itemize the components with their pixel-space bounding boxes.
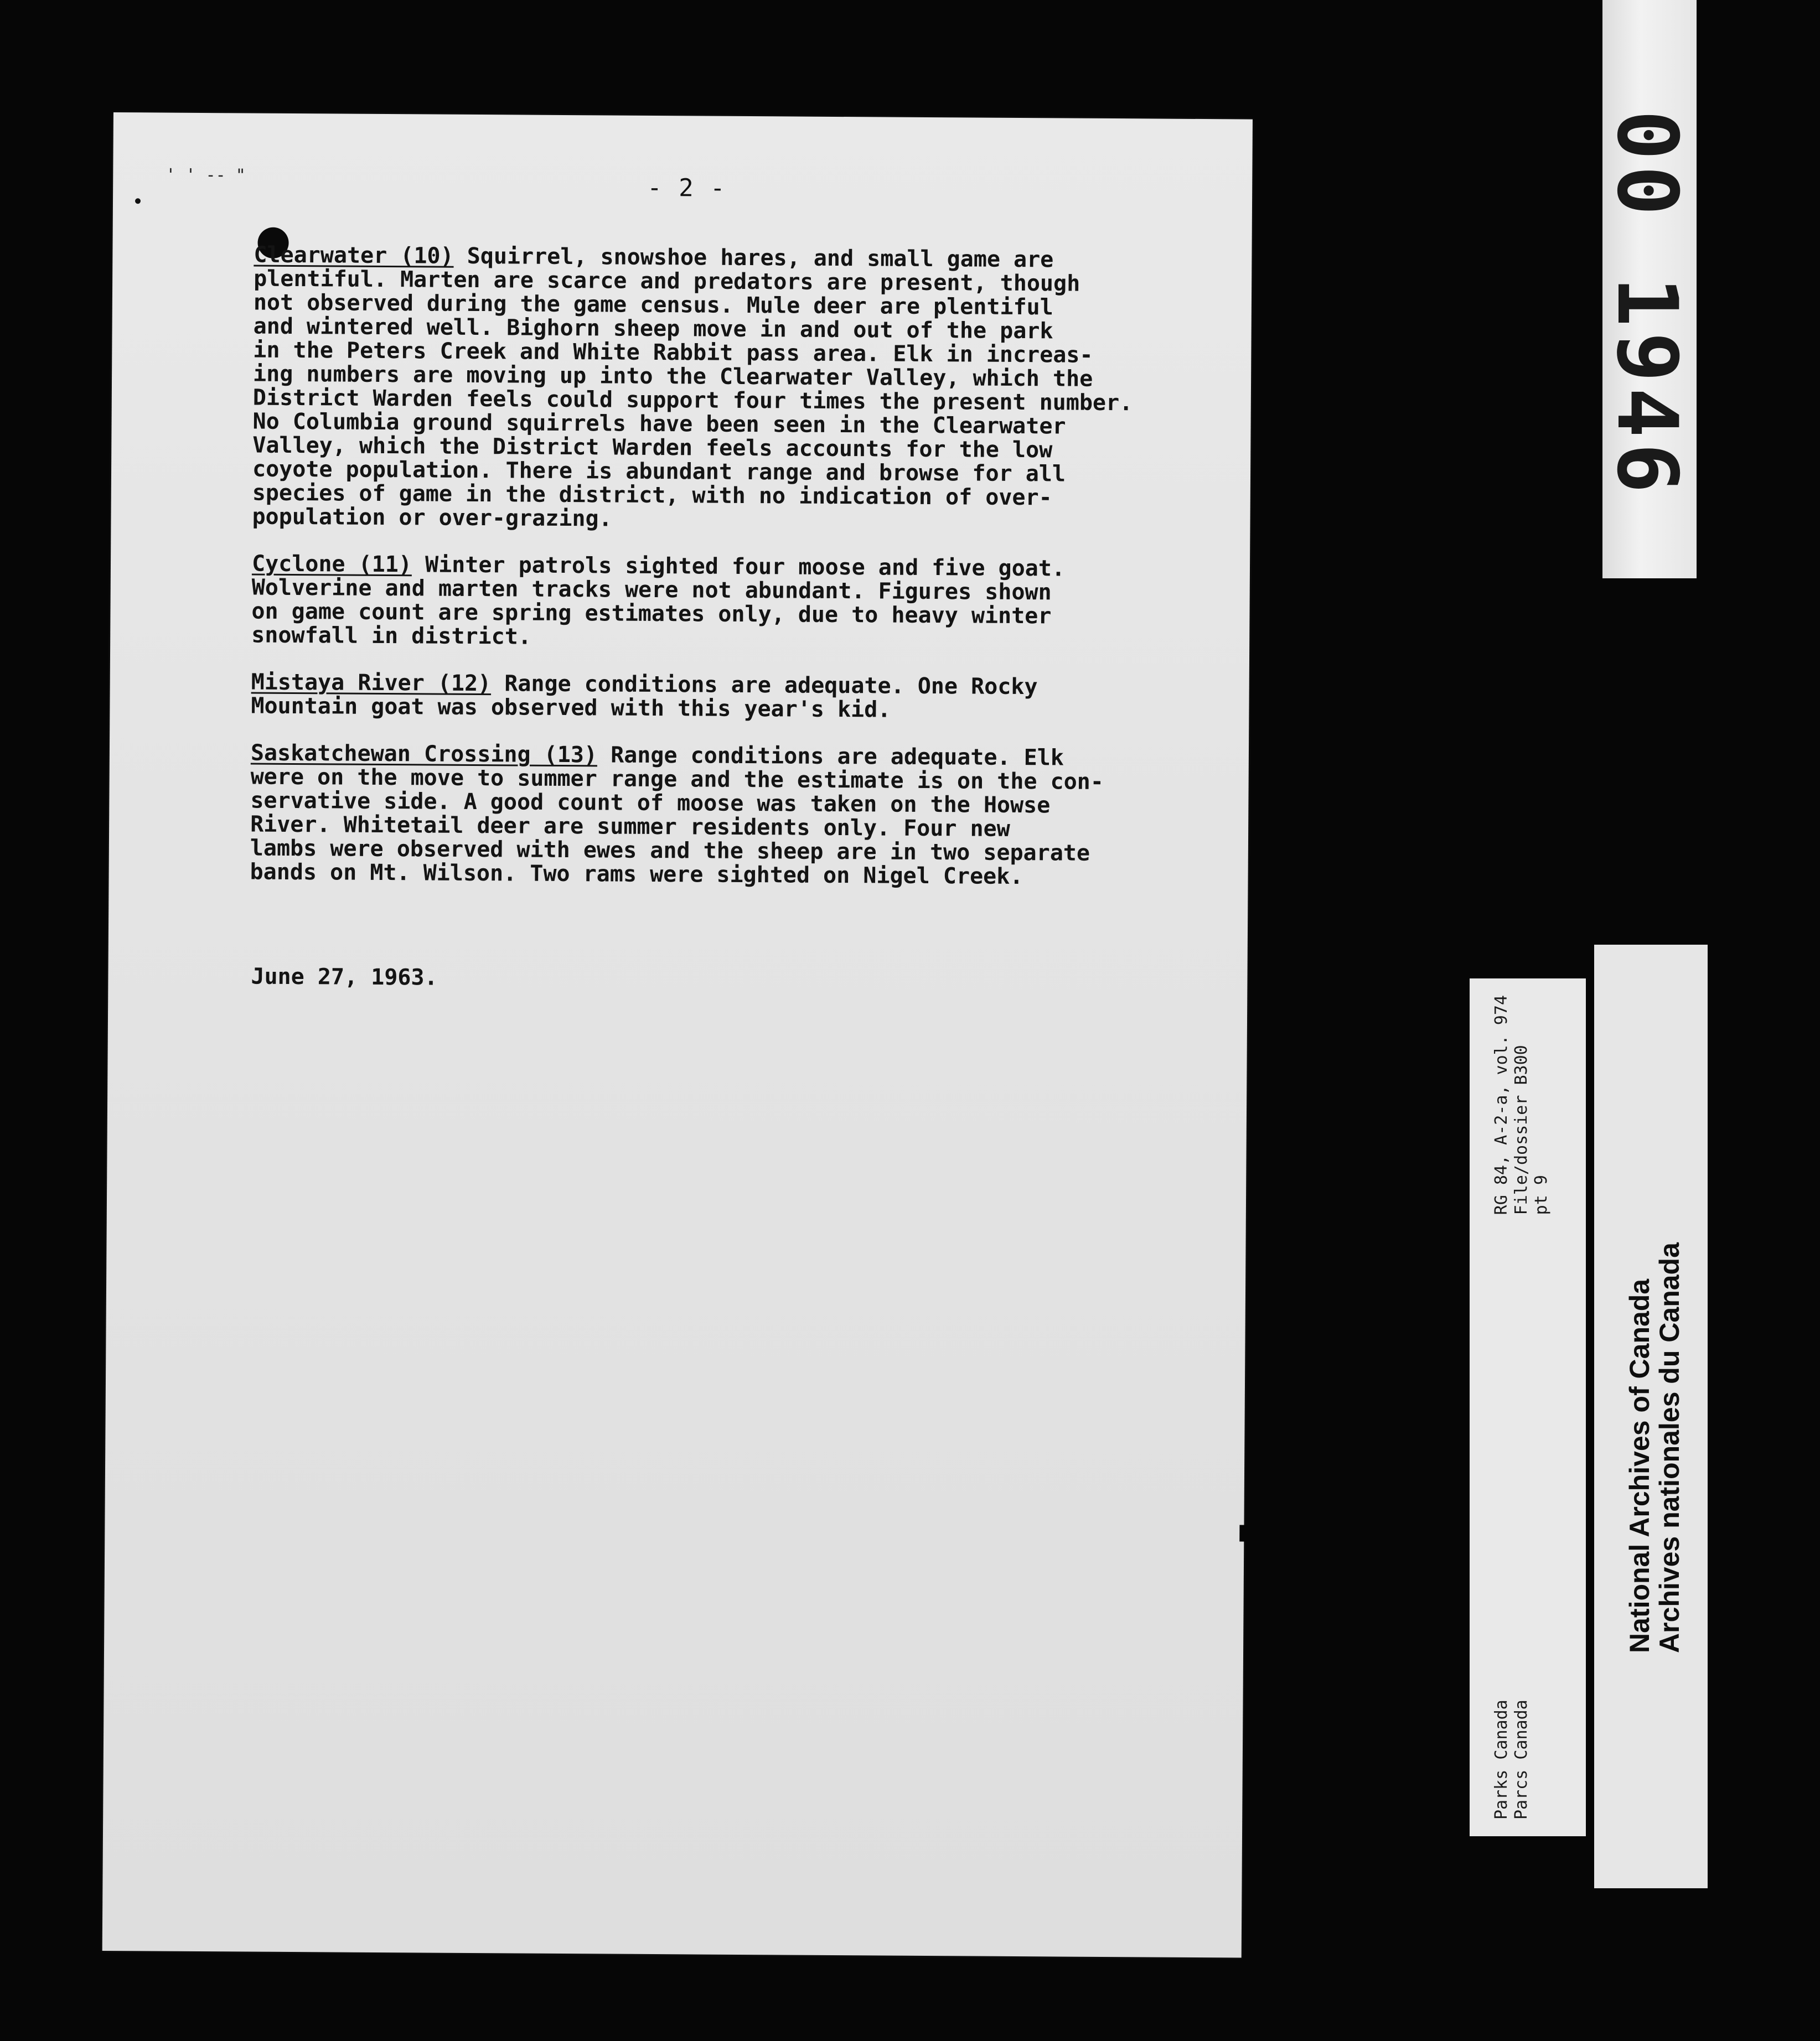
- stamp-number: 00 1946: [1599, 110, 1695, 499]
- paragraph-mistaya-river: [251, 671, 1225, 724]
- paragraph-saskatchewan-crossing: [250, 742, 1225, 890]
- parks-canada-block: [1492, 1700, 1532, 1820]
- district-heading: Saskatchewan Crossing (13): [250, 740, 598, 768]
- document-date: June 27, 1963.: [251, 963, 438, 991]
- stamp-strip: [1599, 0, 1697, 578]
- reference-label: [1470, 978, 1586, 1836]
- parks-line: Parcs Canada: [1512, 1700, 1531, 1820]
- district-heading: Mistaya River (12): [251, 669, 492, 697]
- page-edge-notch: [1239, 1525, 1248, 1541]
- document-body: [250, 244, 1228, 914]
- reference-label-content: [1470, 978, 1586, 1836]
- reference-line: RG 84, A-2-a, vol. 974: [1492, 995, 1511, 1215]
- paragraph-text: Squirrel, snowshoe hares, and small game are plentiful. Marten are scarce and predators are present, though not observed during the game census. Mule deer are plentiful and wintered well. Bighorn sheep move in and out of the park in the Peters Creek and White Rabbit pass area. Elk in increas- ing numbers are moving up into the Clearwater Valley, which the District Warden feels could support four times the present number. No Columbia ground squirrels have been seen in the Clearwater Valley, which the District Warden feels accounts for the low coyote population. There is abundant range and browse for all species of game in the district, with no indication of over- population or over-grazing.: [252, 243, 1133, 532]
- district-heading: Cyclone (11): [251, 551, 412, 578]
- parks-line: Parks Canada: [1492, 1700, 1511, 1820]
- archival-reference-block: [1492, 995, 1552, 1215]
- paragraph-text: Range conditions are adequate. One Rocky Mountain goat was observed with this year's kid.: [251, 671, 1038, 723]
- document-page: [102, 112, 1253, 1958]
- reference-line: File/dossier B300: [1512, 1045, 1531, 1215]
- paragraph-clearwater: [252, 244, 1228, 535]
- scan-marks: ' ' -- ": [166, 165, 246, 185]
- paragraph-cyclone: [251, 552, 1226, 654]
- district-heading: Clearwater (10): [254, 242, 454, 269]
- paragraph-text: Range conditions are adequate. Elk were on the move to summer range and the estimate is on the con- servative side. A good count of moose was taken on the Howse River. Whitetail deer are summer residents only. Four new lambs were observed with ewes and the sheep are in two separate bands on Mt. Wilson. Two rams were sighted on Nigel Creek.: [250, 742, 1104, 890]
- archives-line-en: National Archives of Canada: [1624, 1278, 1655, 1653]
- paragraph-text: Winter patrols sighted four moose and five goat. Wolverine and marten tracks were not abundant. Figures shown on game count are spring estimates only, due to heavy winter snowfall in district.: [251, 552, 1066, 650]
- archives-line-fr: Archives nationales du Canada: [1654, 1242, 1685, 1653]
- scan-dot: [135, 198, 141, 204]
- page-number: - 2 -: [647, 173, 726, 203]
- archives-label-content: [1594, 945, 1708, 1888]
- archives-label: [1594, 945, 1708, 1888]
- archives-name-block: [1625, 1242, 1684, 1653]
- reference-line: pt 9: [1532, 1175, 1551, 1215]
